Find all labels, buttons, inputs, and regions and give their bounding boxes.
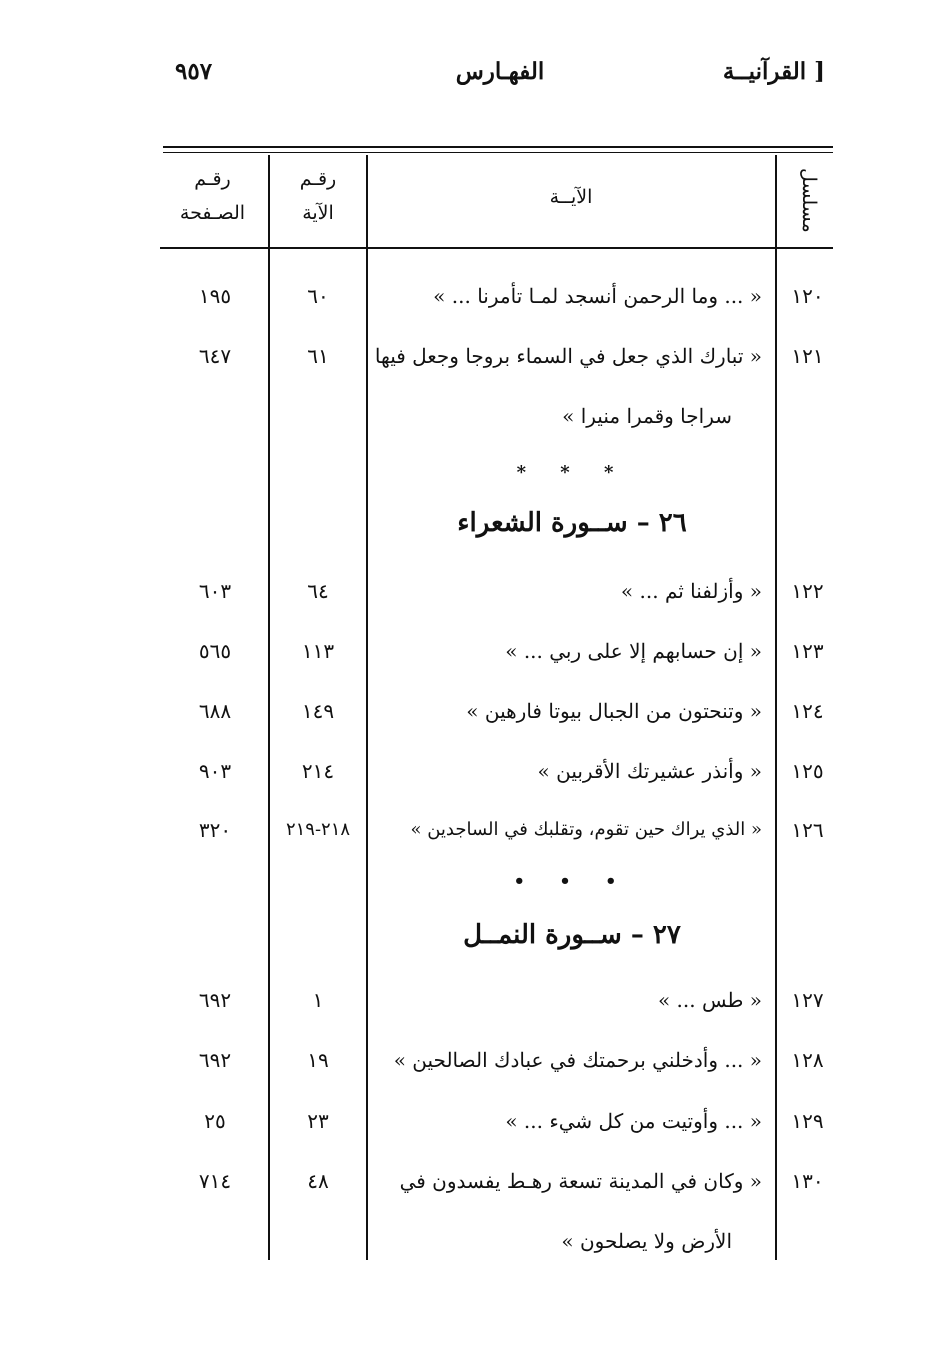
page-cell: ٦٩٢: [198, 1048, 232, 1072]
header-line: رقـم: [194, 168, 231, 190]
serial-column-header: مسلسل: [798, 167, 820, 233]
verse-cell: « ... وأوتيت من كل شيء ... »: [505, 1109, 762, 1133]
header-line: رقـم: [299, 168, 337, 190]
page-cell: ٢٥: [204, 1109, 226, 1133]
page-cell: ٦٨٨: [198, 699, 232, 723]
page-number-column-header: [160, 162, 265, 230]
section-title: القرآنيــة ]: [722, 58, 825, 85]
verse-cell-continuation: الأرض ولا يصلحون »: [561, 1229, 732, 1253]
page-cell: ٦٠٣: [198, 579, 232, 603]
column-divider: [775, 155, 777, 1260]
verse-cell-continuation: سراجا وقمرا منيرا »: [562, 404, 732, 428]
page-number: ٩٥٧: [175, 58, 213, 85]
serial-cell: ١٢٤: [791, 699, 824, 723]
section-separator: • • •: [513, 871, 631, 892]
header-line: الآية: [302, 202, 334, 224]
serial-cell: ١٢٦: [791, 818, 824, 842]
verse-cell: « ... وأدخلني برحمتك في عبادك الصالحين »: [393, 1048, 762, 1072]
verse-number-cell: ٢١٤: [301, 759, 335, 783]
page-cell: ٣٢٠: [198, 818, 232, 842]
verse-cell: « وأنذر عشيرتك الأقربين »: [537, 759, 762, 783]
verse-number-cell: ١: [312, 988, 324, 1012]
verse-cell: « الذي يراك حين تقوم، وتقلبك في الساجدين »: [410, 819, 762, 840]
page-title: الفهـارس: [455, 58, 545, 85]
column-divider: [366, 155, 368, 1260]
serial-cell: ١٢٩: [791, 1109, 824, 1133]
verse-column-header: الآيــة: [549, 186, 593, 208]
surah-heading: ٢٦ – ســورة الشعراء: [457, 508, 687, 538]
verse-number-column-header: [272, 162, 364, 230]
page-cell: ٦٩٢: [198, 988, 232, 1012]
verse-number-cell: ٤٨: [307, 1169, 329, 1193]
serial-cell: ١٢١: [791, 344, 824, 368]
page-cell: ١٩٥: [198, 284, 232, 308]
surah-heading: ٢٧ – ســورة النمــل: [463, 920, 681, 950]
top-rule: [163, 146, 833, 148]
serial-cell: ١٢٥: [791, 759, 824, 783]
page-cell: ٧١٤: [198, 1169, 232, 1193]
verse-number-cell: ٦٤: [307, 579, 329, 603]
verse-cell: « وكان في المدينة تسعة رهـط يفسدون في: [399, 1169, 762, 1193]
verse-cell: « طس ... »: [657, 988, 762, 1012]
verse-number-cell: ١١٣: [301, 639, 335, 663]
serial-cell: ١٢٠: [791, 284, 824, 308]
serial-cell: ١٢٨: [791, 1048, 824, 1072]
header-line: الصـفحة: [179, 202, 246, 224]
verse-number-cell: ٢١٨-٢١٩: [285, 819, 351, 840]
header-rule: [160, 247, 833, 249]
verse-cell: « تبارك الذي جعل في السماء بروجا وجعل فيها: [374, 344, 762, 368]
top-rule-double: [163, 152, 833, 153]
serial-cell: ١٢٣: [791, 639, 824, 663]
verse-number-cell: ٦٠: [307, 284, 329, 308]
verse-cell: « وأزلفنا ثم ... »: [620, 579, 762, 603]
verse-number-cell: ١٤٩: [301, 699, 335, 723]
verse-number-cell: ٢٣: [307, 1109, 329, 1133]
page-cell: ٩٠٣: [198, 759, 232, 783]
column-divider: [268, 155, 270, 1260]
section-separator: * * *: [516, 462, 628, 483]
page-cell: ٦٤٧: [198, 344, 232, 368]
verse-number-cell: ١٩: [307, 1048, 329, 1072]
page-cell: ٥٦٥: [198, 639, 232, 663]
serial-cell: ١٣٠: [791, 1169, 824, 1193]
serial-cell: ١٢٢: [791, 579, 824, 603]
verse-cell: « إن حسابهم إلا على ربي ... »: [505, 639, 762, 663]
verse-cell: « ... وما الرحمن أنسجد لمـا تأمرنا ... »: [433, 284, 762, 308]
verse-number-cell: ٦١: [307, 344, 329, 368]
verse-cell: « وتنحتون من الجبال بيوتا فارهين »: [466, 699, 762, 723]
serial-cell: ١٢٧: [791, 988, 824, 1012]
